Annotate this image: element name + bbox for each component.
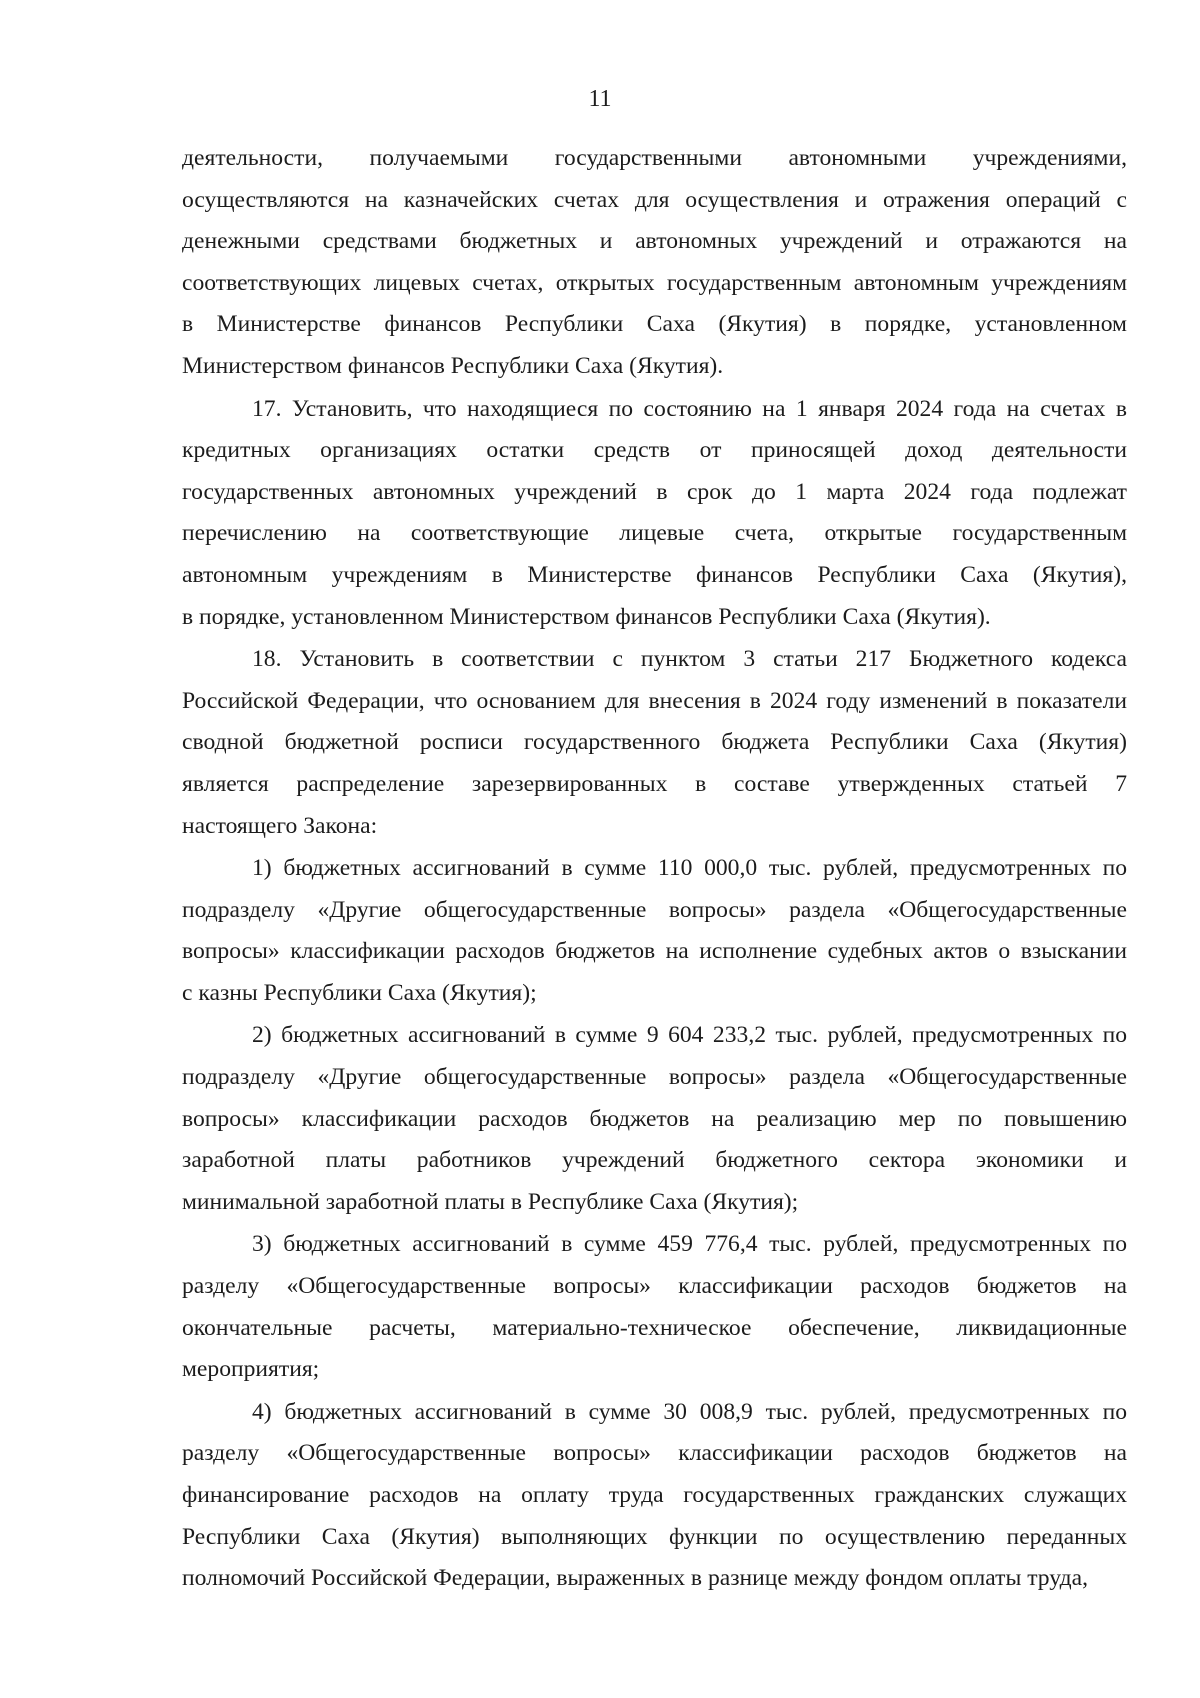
text-line: окончательные расчеты, материально-техническое обеспечение, ликвидационные [182,1314,1127,1341]
text-line: 17. Установить, что находящиеся по состоянию на 1 января 2024 года на счетах в [252,395,1127,422]
page-number: 11 [588,86,612,112]
text-line: сводной бюджетной росписи государственного бюджета Республики Саха (Якутия) [182,729,1127,756]
text-line: деятельности, получаемыми государственными автономными учреждениями, [182,145,1127,171]
paragraph-item-18-2 [182,1015,1127,1223]
text-line: автономным учреждениям в Министерстве финансов Республики Саха (Якутия), [182,561,1127,588]
text-line: вопросы» классификации расходов бюджетов на реализацию мер по повышению [182,1105,1127,1132]
paragraph-item-18-1 [182,848,1127,1014]
paragraph-item-18-4 [182,1392,1127,1600]
text-line: в Министерстве финансов Республики Саха (Якутия) в порядке, установленном [182,311,1127,338]
text-line: 18. Установить в соответствии с пунктом 3 статьи 217 Бюджетного кодекса [252,646,1127,673]
text-line: настоящего Закона: [182,812,378,839]
text-line: подразделу «Другие общегосударственные вопросы» раздела «Общегосударственные [182,896,1127,923]
text-line: Российской Федерации, что основанием для внесения в 2024 году изменений в показатели [182,687,1127,714]
text-line: вопросы» классификации расходов бюджетов на исполнение судебных актов о взыскании [182,938,1127,965]
text-line: финансирование расходов на оплату труда государственных гражданских служащих [182,1482,1127,1508]
text-line: 1) бюджетных ассигнований в сумме 110 000,0 тыс. рублей, предусмотренных по [252,855,1127,882]
paragraph-item-17 [182,389,1127,639]
text-line: государственных автономных учреждений в срок до 1 марта 2024 года подлежат [182,478,1127,505]
text-line: подразделу «Другие общегосударственные вопросы» раздела «Общегосударственные [182,1064,1127,1091]
text-line: перечислению на соответствующие лицевые счета, открытые государственным [182,520,1127,547]
text-line: полномочий Российской Федерации, выраженных в разнице между фондом оплаты труда, [182,1565,1088,1592]
paragraph-item-18-3 [182,1224,1127,1390]
text-line: разделу «Общегосударственные вопросы» классификации расходов бюджетов на [182,1440,1127,1467]
text-line: минимальной заработной платы в Республике Саха (Якутия); [182,1188,799,1215]
text-line: 3) бюджетных ассигнований в сумме 459 776,4 тыс. рублей, предусмотренных по [252,1231,1127,1258]
paragraph-item-18 [182,639,1127,847]
text-line: является распределение зарезервированных в составе утвержденных статьей 7 [182,770,1127,797]
text-line: Республики Саха (Якутия) выполняющих функции по осуществлению переданных [182,1523,1127,1550]
text-line: мероприятия; [182,1356,320,1383]
text-line: в порядке, установленном Министерством финансов Республики Саха (Якутия). [182,603,991,630]
text-line: с казны Республики Саха (Якутия); [182,979,537,1006]
document-body [182,138,1127,1600]
paragraph-continuation [182,138,1127,388]
text-line: денежными средствами бюджетных и автономных учреждений и отражаются на [182,228,1127,255]
text-line: осуществляются на казначейских счетах для осуществления и отражения операций с [182,186,1127,213]
text-line: кредитных организациях остатки средств от приносящей доход деятельности [182,437,1127,464]
text-line: 2) бюджетных ассигнований в сумме 9 604 233,2 тыс. рублей, предусмотренных по [252,1022,1127,1049]
text-line: соответствующих лицевых счетах, открытых государственным автономным учреждениям [182,269,1127,296]
text-line: разделу «Общегосударственные вопросы» классификации расходов бюджетов на [182,1273,1127,1300]
text-line: 4) бюджетных ассигнований в сумме 30 008,9 тыс. рублей, предусмотренных по [252,1398,1127,1425]
text-line: заработной платы работников учреждений бюджетного сектора экономики и [182,1147,1127,1174]
text-line: Министерством финансов Республики Саха (Якутия). [182,352,724,379]
